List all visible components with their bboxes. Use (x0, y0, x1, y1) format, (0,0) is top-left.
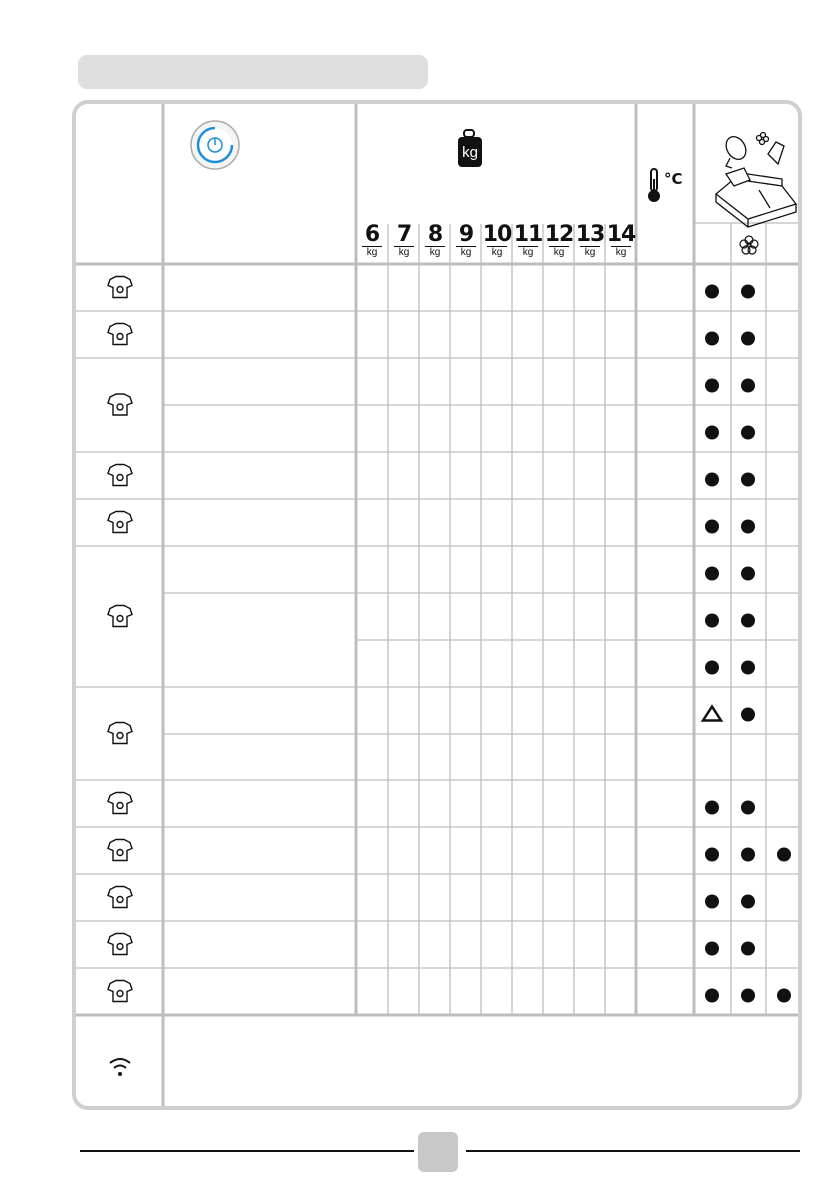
eco-20-icon (108, 887, 132, 908)
suitability-dot (705, 520, 719, 534)
footer-rule-left (80, 1150, 414, 1152)
suitability-dot (741, 520, 755, 534)
section-title-bar (78, 55, 428, 89)
suitability-dot (705, 942, 719, 956)
load-value: 14 (606, 222, 636, 247)
suitability-dot (705, 989, 719, 1003)
hand-wash-icon (108, 793, 132, 814)
synthetic-icon (108, 465, 132, 486)
load-unit: kg (425, 246, 445, 258)
load-column-12kg (544, 224, 574, 258)
allergy-care-icon (108, 981, 132, 1002)
suitability-dot (705, 285, 719, 299)
triangle-mark (703, 707, 721, 721)
suitability-dot (777, 989, 791, 1003)
hygiene-icon (108, 840, 132, 861)
suitability-dot (705, 801, 719, 815)
load-value: 8 (427, 222, 443, 247)
load-column-11kg (513, 224, 543, 258)
suitability-dot (741, 473, 755, 487)
suitability-dot (705, 848, 719, 862)
suitability-dot (705, 473, 719, 487)
load-unit: kg (549, 246, 569, 258)
load-column-10kg (482, 224, 512, 258)
suitability-dot (741, 942, 755, 956)
cotton-plus-icon (108, 394, 132, 415)
suitability-dot (741, 989, 755, 1003)
temperature-unit: °C (664, 170, 683, 188)
program-dial-icon (191, 121, 239, 169)
mixed-colors-icon (108, 324, 132, 345)
load-value: 10 (482, 222, 512, 247)
rinse-spin-icon (108, 723, 132, 744)
flower-softener-icon (740, 236, 758, 254)
suitability-dot (741, 567, 755, 581)
suitability-dot (741, 801, 755, 815)
suitability-dot (705, 661, 719, 675)
page-number-tab (418, 1132, 458, 1172)
suitability-dot (741, 708, 755, 722)
wifi-icon (110, 1059, 130, 1076)
cotton-eco-icon (108, 934, 132, 955)
suitability-dot (705, 567, 719, 581)
delicates-icon (108, 512, 132, 533)
suitability-dot (741, 379, 755, 393)
detergent-drawer-icon (716, 133, 796, 228)
load-column-13kg (575, 224, 605, 258)
weight-kg-label: kg (462, 144, 478, 161)
load-unit: kg (456, 246, 476, 258)
load-column-8kg (420, 224, 450, 258)
program-table (72, 100, 802, 1110)
load-value: 6 (364, 222, 380, 247)
stain-care-icon (108, 606, 132, 627)
suitability-dot (741, 661, 755, 675)
suitability-dot (705, 332, 719, 346)
suitability-dot (705, 895, 719, 909)
suitability-dot (741, 285, 755, 299)
load-unit: kg (518, 246, 538, 258)
suitability-dot (741, 848, 755, 862)
load-column-14kg (606, 224, 636, 258)
load-unit: kg (362, 246, 382, 258)
load-column-6kg (357, 224, 387, 258)
load-unit: kg (487, 246, 507, 258)
load-value: 13 (575, 222, 605, 247)
load-unit: kg (580, 246, 600, 258)
load-value: 9 (458, 222, 474, 247)
load-value: 12 (544, 222, 574, 247)
load-unit: kg (611, 246, 631, 258)
load-value: 11 (513, 222, 543, 247)
thermometer-icon (648, 169, 660, 202)
suitability-dot (741, 426, 755, 440)
load-column-7kg (389, 224, 419, 258)
rapid-wash-icon (108, 277, 132, 298)
load-value: 7 (396, 222, 412, 247)
footer-rule-right (466, 1150, 800, 1152)
load-column-9kg (451, 224, 481, 258)
suitability-dot (741, 332, 755, 346)
suitability-dot (705, 379, 719, 393)
suitability-dot (741, 614, 755, 628)
load-unit: kg (394, 246, 414, 258)
suitability-dot (777, 848, 791, 862)
suitability-dot (705, 426, 719, 440)
suitability-dot (741, 895, 755, 909)
suitability-dot (705, 614, 719, 628)
